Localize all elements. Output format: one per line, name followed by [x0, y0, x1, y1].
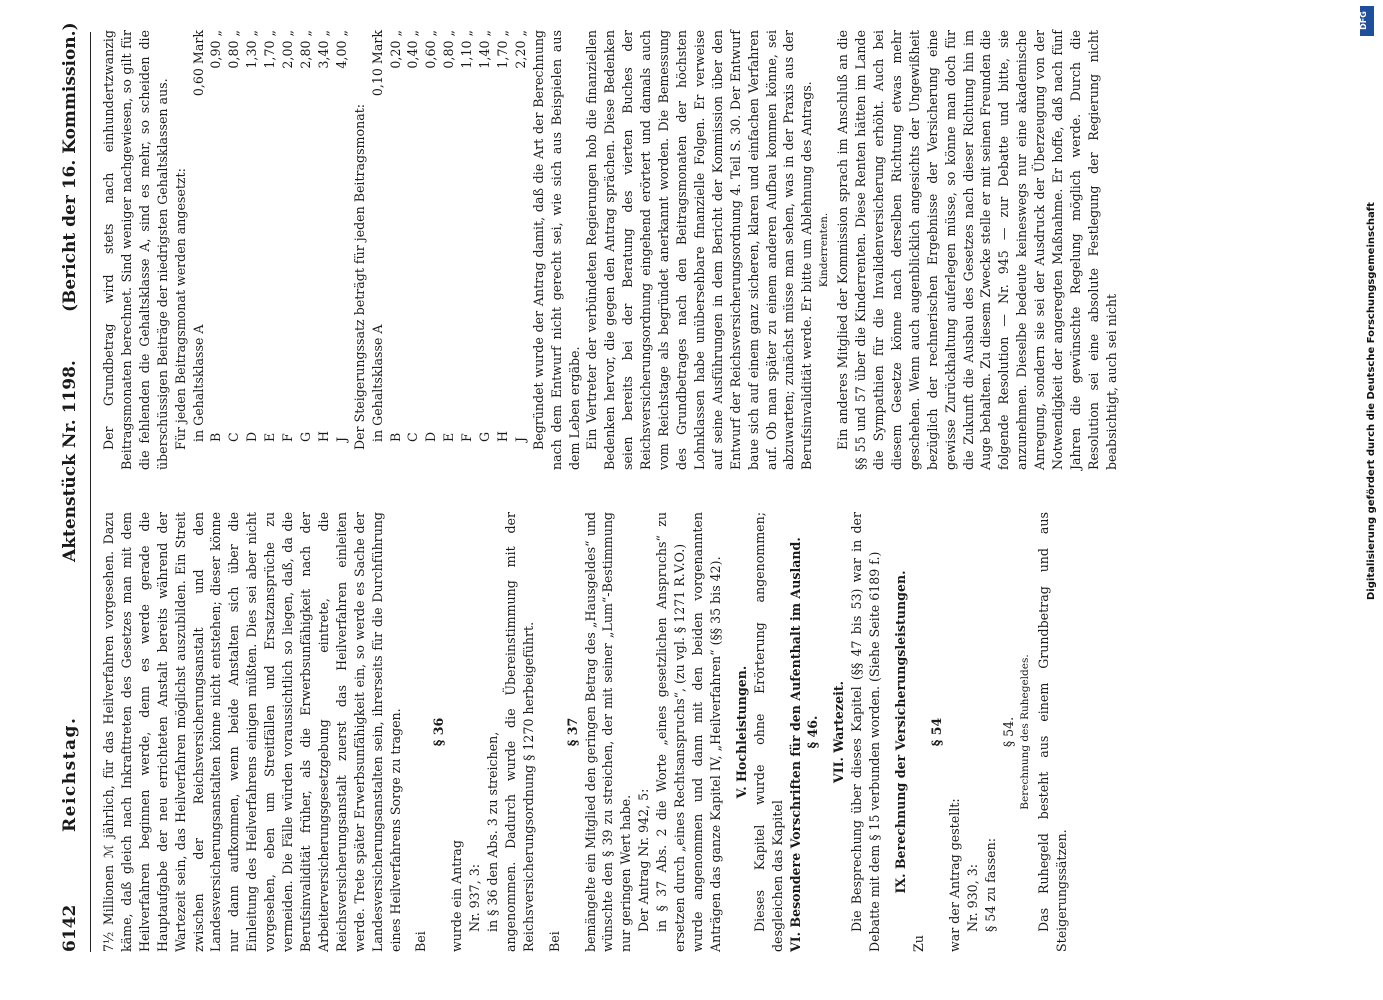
section-36-heading: § 36 [431, 717, 447, 747]
paragraph: wurde angenommen und dann mit den beiden vorgenannten Anträgen das ganze Kapitel IV, „Heilverfahren“ (§§ 35 bis 42). [690, 512, 723, 952]
motion-number: Der Antrag Nr. 942, 5: [636, 788, 652, 932]
table-1-title: Für jeden Beitragsmonat werden angesetzt: [172, 168, 188, 450]
table-row: G 2,80 „ [297, 30, 313, 442]
section-37-heading: § 37 [564, 717, 580, 747]
motion-number: Nr. 937, 3: [467, 864, 483, 932]
section-46-heading: § 46. [805, 715, 821, 749]
header-center: Aktenstück Nr. 1198. [60, 360, 80, 562]
paragraph: angenommen. Dadurch wurde die Übereinstimmung mit der Reichsversicherungsordnung § 1270 herbeigeführt. [502, 512, 536, 952]
table-row: F 1,10 „ [459, 30, 475, 442]
chapter-vii-heading: VII. Wartezeit. [831, 680, 847, 784]
rate-table-1 [190, 30, 351, 470]
paragraph: war der Antrag gestellt: [946, 798, 962, 952]
table-row: B 0,90 „ [208, 30, 224, 442]
text-bei: Bei [413, 931, 429, 952]
dfg-credit-text: Digitalisierung gefördert durch die Deutsche Forschungsgemeinschaft [1366, 202, 1377, 600]
section-54-heading: § 54 [928, 717, 944, 747]
header-right: (Bericht der 16. Kommission.) [60, 22, 80, 312]
dfg-logo: DFG [1360, 6, 1374, 36]
header-left: Reichstag. [60, 716, 80, 832]
table-row: E 0,80 „ [441, 30, 457, 442]
paragraph: Ein anderes Mitglied der Kommission sprach im Anschluß an die §§ 55 und 57 über die Kinderrenten. Diese Renten hätten im Lande die Sympathien für die Invalidenversicherung erhöht. Auch bei diesem Gesetze könne nach derselben Richtung etwas mehr geschehen. Wenn auch augenblicklich angesichts der Ungewißheit bezüglich der rechnerischen Ergebnisse der Versicherung eine gewisse Zurückhaltung auferlegen müsse, so könne man doch für die Zukunft die Ausbau des Gesetzes nach dieser Richtung hin im Auge behalten. Zu diesem Zwecke stelle er mit seinen Freunden die folgende Resolution — Nr. 945 — zur Debatte und bitte, sie anzunehmen. Dieselbe bedeute keineswegs nur eine akademische Anregung, sondern sie sei der Ausdruck der Überzeugung von der Notwendigkeit der angeregten Maßnahme. Er hoffe, daß nach fünf Jahren die gewünschte Regelung möglich werde. Durch die Resolution sei eine absolute Festlegung der Regierung nicht beabsichtigt, auch sei nicht [835, 30, 1119, 470]
table-row: J 4,00 „ [333, 30, 349, 442]
paragraph: Dieses Kapitel wurde ohne Erörterung angenommen; desgleichen das Kapitel [751, 512, 785, 952]
chapter-v-heading: V. Hochleistungen. [733, 665, 749, 799]
paragraph: Ein Vertreter der verbündeten Regierungen hob die finanziellen Bedenken hervor, die gegen den Antrag sprächen. Diese Bedenken seien bereits bei der Beratung des vierten Buches der Reichsversicherungsordnung eingehend erörtert und damals auch vom Reichstage als begründet anerkannt worden. Die Bemessung des Grundbetrages nach den Beitragsmonaten der höchsten Lohnklassen habe unübersehbare finanzielle Folgen. Er verweise auf seine Ausführungen in dem Bericht der Kommission über den Entwurf der Reichsversicherungsordnung 4. Teil S. 30. Der Entwurf baue sich auf einem ganz sicheren, klaren und einfachen Verfahren auf. Ob man später zu einem anderen Aufbau kommen könne, sei abzuwarten; zunächst müsse man sehen, was in der Praxis aus der Berufsinvalidität werde. Er bitte um Ablehnung des Antrags. [584, 30, 815, 470]
table-row: B 0,20 „ [387, 30, 403, 442]
paragraph: Das Ruhegeld besteht aus einem Grundbetrag und aus Steigerungssätzen. [1036, 512, 1070, 952]
page-header [60, 22, 84, 952]
table-row: in Gehaltsklasse A 0,60 Mark [190, 30, 206, 442]
text-zu: Zu [910, 935, 926, 952]
paragraph: Der Grundbetrag wird stets nach einhundertzwanzig Beitragsmonaten berechnet. Sind weniger nachgewiesen, so gilt für die fehlenden die Gehaltsklasse A, sind es mehr, so scheiden die überschüssigen Beiträge der niedrigsten Gehaltsklassen aus. [101, 30, 170, 470]
motion-text: in § 37 Abs. 2 die Worte „eines gesetzlichen Anspruchs“ zu ersetzen durch „eines Rechtsanspruchs“, (zu vgl. § 1271 R.V.O.) [654, 512, 688, 952]
motion-number: Nr. 930, 3: [964, 864, 980, 932]
kinderrenten-heading: Kinderrenten. [818, 212, 831, 288]
table-row: C 0,80 „ [226, 30, 242, 442]
column-right [100, 30, 1121, 470]
chapter-vi-heading: VI. Besondere Vorschriften für den Aufenthalt im Ausland. [787, 537, 803, 952]
table-row: E 1,70 „ [262, 30, 278, 442]
paragraph: wurde ein Antrag [449, 840, 465, 952]
paragraph: 7½ Millionen ℳ jährlich, für das Heilverfahren vorgesehen. Dazu käme, daß gleich nach Inkrafttreten des Gesetzes man mit dem Heilverfahren beginnen werde, denn es werde gerade die Hauptaufgabe der neu errichteten Anstalt bereits während der Wartezeit sein, das Heilverfahren möglichst auszubilden. Ein Streit zwischen der Reichsversicherungsanstalt und den Landesversicherungsanstalten könne nicht entstehen; dieser könne nur dann aufkommen, wenn beide Anstalten sich über die Einleitung des Heilverfahrens einigen müßten. Dies sei aber nicht vorgesehen, eben um Streitfällen und Ersatzansprüche zu vermeiden. Die Fälle würden voraussichtlich so liegen, daß, da die Berufsinvalidität früher, als die Erwerbsunfähigkeit nach der Arbeiterversicherungsgesetzgebung eintrete, die Reichsversicherungsanstalt zuerst das Heilverfahren einleiten werde. Trete später Erwerbsunfähigkeit ein, so werde es Sache der Landesversicherungsanstalten sein, ihrerseits für die Durchführung eines Heilverfahrens Sorge zu tragen. [101, 512, 403, 952]
table-row: F 2,00 „ [280, 30, 296, 442]
paragraph: Begründet wurde der Antrag damit, daß die Art der Berechnung nach dem Entwurf nicht gerecht sei, wie sich aus Beispielen aus dem Leben ergäbe. [530, 30, 582, 470]
table-row: D 1,30 „ [244, 30, 260, 442]
table-row: C 0,40 „ [405, 30, 421, 442]
motion-text: § 54 zu fassen: [982, 838, 998, 932]
header-rule [90, 32, 91, 952]
rate-table-2 [369, 30, 530, 470]
table-row: in Gehaltsklasse A 0,10 Mark [369, 30, 385, 442]
sub-section-title: Berechnung des Ruhegeldes. [1019, 654, 1032, 810]
paragraph: Die Besprechung über dieses Kapitel (§§ 47 bis 53) war in der Debatte mit dem § 15 verbunden worden. (Siehe Seite 6189 f.) [849, 512, 883, 952]
chapter-ix-heading: IX. Berechnung der Versicherungsleistungen. [893, 570, 909, 894]
text-bei: Bei [546, 931, 562, 952]
page-number: 6142 [60, 904, 80, 952]
column-left [100, 512, 1071, 952]
motion-text: in § 36 den Abs. 3 zu streichen, [485, 731, 501, 932]
sub-section-heading: § 54. [1000, 716, 1016, 748]
table-2-title: Der Steigerungssatz beträgt für jeden Beitragsmonat: [351, 103, 367, 450]
table-row: J 2,20 „ [512, 30, 528, 442]
table-row: H 3,40 „ [315, 30, 331, 442]
table-row: H 1,70 „ [494, 30, 510, 442]
paragraph: bemängelte ein Mitglied den geringen Betrag des „Hausgeldes“ und wünschte den § 39 zu streichen, der mit seiner „Lum“-Bestimmung nur geringen Wert habe. [582, 512, 634, 952]
table-row: G 1,40 „ [477, 30, 493, 442]
table-row: D 0,60 „ [423, 30, 439, 442]
